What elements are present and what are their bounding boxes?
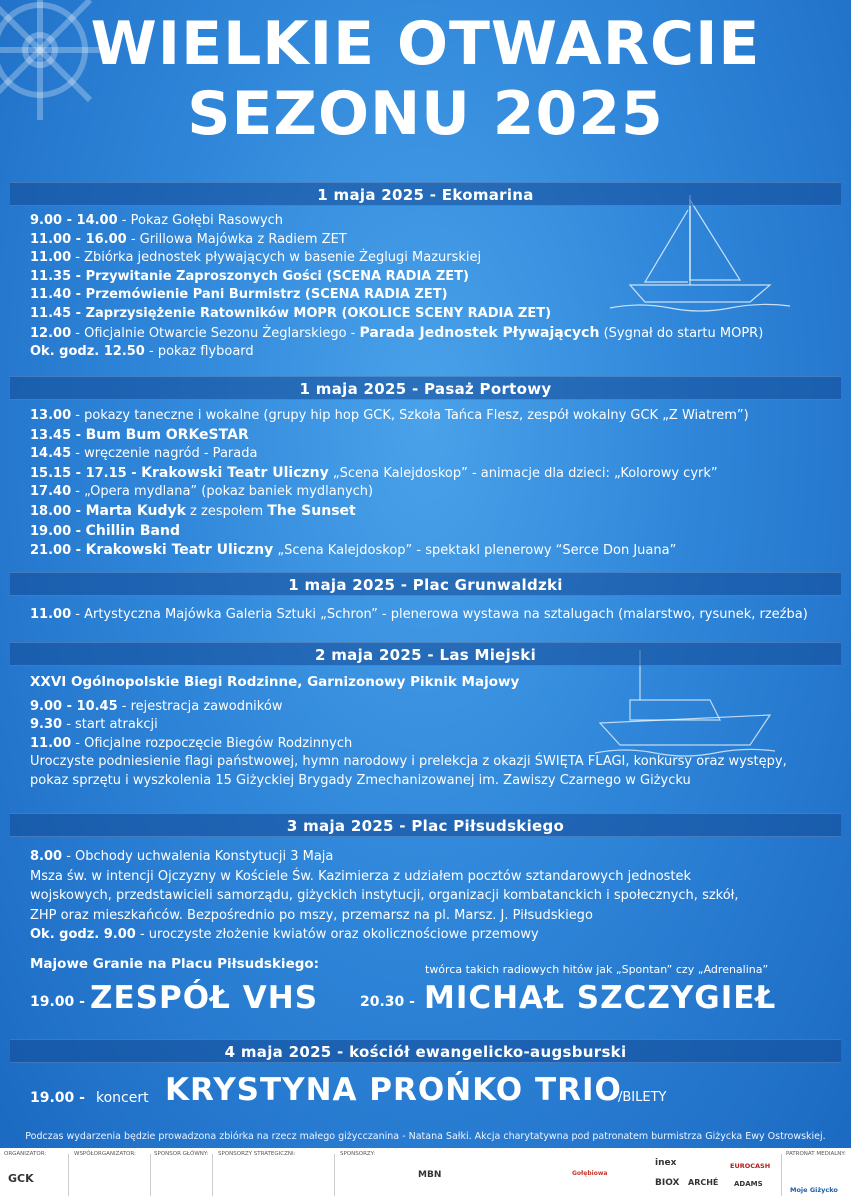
sponsor-label: SPONSORZY STRATEGICZNI: bbox=[218, 1151, 296, 1157]
title-line-1: WIELKIE OTWARCIE bbox=[90, 9, 761, 79]
list-item: 8.00 - Obchody uchwalenia Konstytucji 3 Maja bbox=[30, 849, 334, 864]
logo-inex: inex bbox=[655, 1158, 677, 1168]
pronko-word: koncert bbox=[96, 1090, 149, 1106]
paragraph: wojskowych, przedstawicieli samorządu, giżyckich instytucji, organizacji kombatanckich i społecznych, szkół, bbox=[30, 888, 739, 903]
section-header-4: 2 maja 2025 - Las Miejski bbox=[10, 642, 841, 666]
sponsor-label: PATRONAT MEDIALNY: bbox=[786, 1151, 846, 1157]
logo-biox: BIOX bbox=[655, 1178, 680, 1188]
section-header-3: 1 maja 2025 - Plac Grunwaldzki bbox=[10, 572, 841, 596]
section-5-list bbox=[30, 847, 830, 945]
granie-heading: Majowe Granie na Placu Piłsudskiego: bbox=[30, 956, 320, 972]
list-item: 9.00 - 10.45 - rejestracja zawodników bbox=[30, 698, 283, 714]
list-item: 11.45 - Zaprzysiężenie Ratowników MOPR (OKOLICE SCENY RADIA ZET) bbox=[30, 305, 552, 321]
list-item: 9.00 - 14.00 - Pokaz Gołębi Rasowych bbox=[30, 213, 284, 228]
section-4-list bbox=[30, 673, 830, 791]
pronko-time: 19.00 - bbox=[30, 1090, 85, 1106]
artist-note: twórca takich radiowych hitów jak „Spontan” czy „Adrenalina” bbox=[425, 963, 769, 976]
list-item: 12.00 - Oficjalnie Otwarcie Sezonu Żeglarskiego - Parada Jednostek Pływających (Sygnał do startu MOPR) bbox=[30, 324, 764, 341]
paragraph: ZHP oraz mieszkańców. Bezpośrednio po mszy, przemarsz na pl. Marsz. J. Piłsudskiego bbox=[30, 907, 593, 923]
section-header-6: 4 maja 2025 - kościół ewangelicko-augsburski bbox=[10, 1039, 841, 1063]
list-item: 18.00 - Marta Kudyk z zespołem The Sunset bbox=[30, 502, 356, 519]
logo-eurocash: EUROCASH bbox=[730, 1162, 771, 1170]
list-item: 13.45 - Bum Bum ORKeSTAR bbox=[30, 426, 249, 443]
list-item: 9.30 - start atrakcji bbox=[30, 717, 158, 733]
list-item: 11.40 - Przemówienie Pani Burmistrz (SCENA RADIA ZET) bbox=[30, 287, 448, 303]
title-line-2: SEZONU 2025 bbox=[187, 79, 664, 149]
list-item: Ok. godz. 9.00 - uroczyste złożenie kwiatów oraz okolicznościowe przemowy bbox=[30, 927, 539, 942]
paragraph: Msza św. w intencji Ojczyzny w Kościele Św. Kazimierza z udziałem pocztów sztandarowych jednostek bbox=[30, 868, 692, 884]
sponsor-label: SPONSORZY: bbox=[340, 1151, 376, 1157]
logo-moje-gizycko: Moje Giżycko bbox=[790, 1186, 838, 1194]
list-item: 11.00 - Zbiórka jednostek pływających w basenie Żeglugi Mazurskiej bbox=[30, 250, 482, 266]
section-1-list bbox=[30, 212, 830, 362]
list-item: 11.00 - Artystyczna Majówka Galeria Sztuki „Schron” - plenerowa wystawa na sztalugach (malarstwo, rysunek, rzeźba) bbox=[30, 607, 808, 622]
vhs-time: 19.00 - bbox=[30, 994, 85, 1010]
list-item: 21.00 - Krakowski Teatr Uliczny „Scena Kalejdoskop” - spektakl plenerowy “Serce Don Juana” bbox=[30, 542, 677, 559]
list-item: 17.40 - „Opera mydlana” (pokaz baniek mydlanych) bbox=[30, 484, 374, 500]
list-item: Ok. godz. 12.50 - pokaz flyboard bbox=[30, 344, 254, 360]
logo-adams: ADAMS bbox=[734, 1180, 763, 1188]
logo-golebiowa: Gołębiowa bbox=[572, 1170, 608, 1177]
list-item: 11.35 - Przywitanie Zaproszonych Gości (SCENA RADIA ZET) bbox=[30, 268, 469, 284]
list-item: 14.45 - wręczenie nagród - Parada bbox=[30, 446, 258, 462]
szczygiel-name: MICHAŁ SZCZYGIEŁ bbox=[424, 980, 777, 1016]
sponsor-label: SPONSOR GŁÓWNY: bbox=[154, 1151, 209, 1157]
list-item: 19.00 - Chillin Band bbox=[30, 522, 180, 539]
pronko-name: KRYSTYNA PROŃKO TRIO bbox=[165, 1072, 622, 1108]
szczygiel-time: 20.30 - bbox=[360, 994, 415, 1010]
section-3-list bbox=[30, 606, 830, 625]
list-item: 13.00 - pokazy taneczne i wokalne (grupy hip hop GCK, Szkoła Tańca Flesz, zespół wokalny GCK „Z Wiatrem”) bbox=[30, 408, 749, 423]
vhs-name: ZESPÓŁ VHS bbox=[90, 980, 319, 1016]
charity-note: Podczas wydarzenia będzie prowadzona zbiórka na rzecz małego giżycczanina - Natana Sałki. Akcja charytatywna pod patronatem burmistrza Giżycka Ewy Ostrowskiej. bbox=[25, 1131, 826, 1142]
logo-gck: GCK bbox=[8, 1172, 34, 1185]
section-header-1: 1 maja 2025 - Ekomarina bbox=[10, 182, 841, 206]
sponsor-label: WSPÓŁORGANIZATOR: bbox=[74, 1151, 136, 1157]
list-item: 11.00 - 16.00 - Grillowa Majówka z Radiem ZET bbox=[30, 231, 347, 247]
logo-arche: ARCHÉ bbox=[688, 1178, 719, 1187]
list-item: 11.00 - Oficjalne rozpoczęcie Biegów Rodzinnych bbox=[30, 735, 353, 751]
sponsor-label: ORGANIZATOR: bbox=[4, 1151, 47, 1157]
logo-mbn: MBN bbox=[418, 1170, 442, 1180]
section-2-list bbox=[30, 407, 830, 561]
paragraph: Uroczyste podniesienie flagi państwowej, hymn narodowy i prelekcja z okazji ŚWIĘTA FLAGI, konkursy oraz występy, bbox=[30, 754, 787, 770]
section-4-heading: XXVI Ogólnopolskie Biegi Rodzinne, Garnizonowy Piknik Majowy bbox=[30, 674, 520, 690]
section-header-5: 3 maja 2025 - Plac Piłsudskiego bbox=[10, 813, 841, 837]
list-item: 15.15 - 17.15 - Krakowski Teatr Uliczny „Scena Kalejdoskop” - animacje dla dzieci: „Kolorowy cyrk” bbox=[30, 464, 718, 481]
section-header-2: 1 maja 2025 - Pasaż Portowy bbox=[10, 376, 841, 400]
pronko-suffix: /BILETY bbox=[618, 1090, 667, 1105]
paragraph: pokaz sprzętu i wyszkolenia 15 Giżyckiej Brygady Zmechanizowanej im. Zawiszy Czarnego w Giżycku bbox=[30, 772, 691, 788]
sponsors-strip bbox=[0, 1148, 851, 1200]
